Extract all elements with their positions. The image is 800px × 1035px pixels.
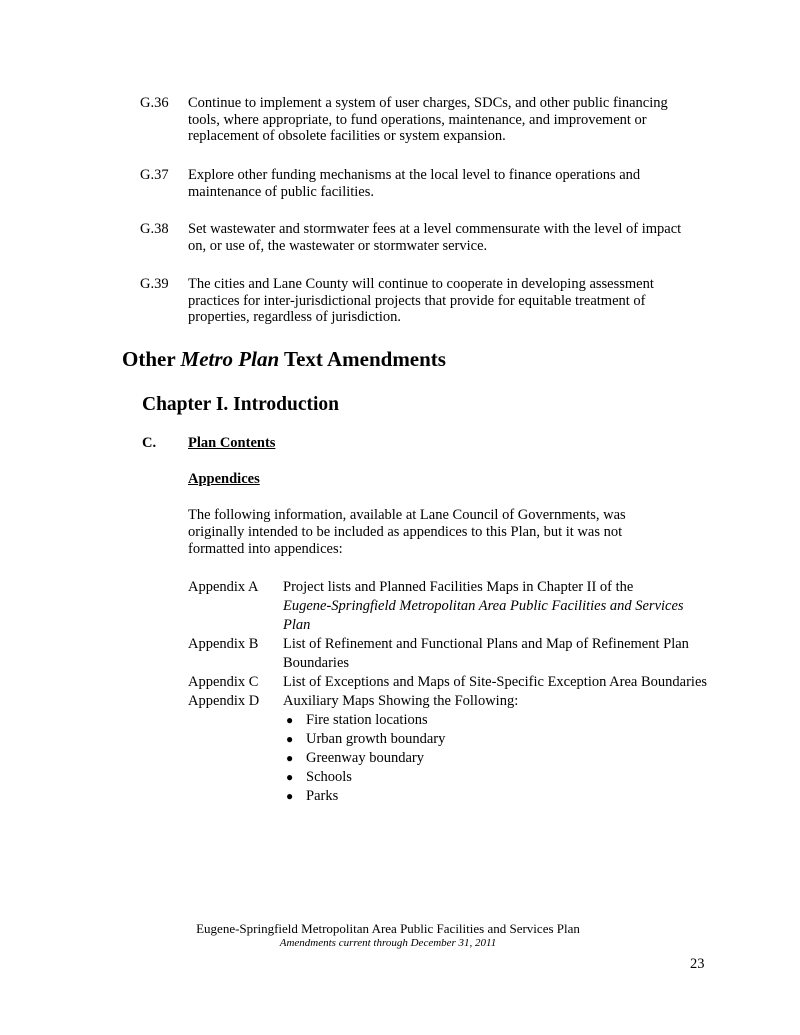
appendix-label: Appendix D	[188, 693, 260, 709]
list-item-text: Greenway boundary	[306, 750, 424, 766]
policy-text: Explore other funding mechanisms at the local level to finance operations and maintenance of public facilities.	[188, 167, 641, 200]
bullet-icon: ●	[286, 770, 294, 784]
policy-number: G.36	[140, 95, 169, 111]
heading-text: Other	[122, 347, 181, 371]
list-item-text: Parks	[306, 788, 339, 804]
appendix-item	[188, 578, 708, 635]
chapter-heading: Chapter I. Introduction	[142, 394, 340, 415]
list-item-text: Fire station locations	[306, 712, 428, 728]
policy-text: Set wastewater and stormwater fees at a level commensurate with the level of impact on, or use of, the wastewater or stormwater service.	[188, 221, 682, 254]
policy-g36	[140, 95, 700, 145]
policy-text: Continue to implement a system of user charges, SDCs, and other public financing tools, where appropriate, to fund operations, maintenance, and improvement or replacement of obsolete facilities or system expansion.	[188, 95, 668, 144]
footer-subtitle: Amendments current through December 31, 2011	[279, 937, 497, 949]
list-item	[283, 787, 708, 806]
policy-g38	[140, 221, 700, 254]
policy-number: G.37	[140, 167, 169, 183]
bullet-list	[283, 711, 708, 806]
list-item-text: Urban growth boundary	[306, 731, 446, 747]
appendix-italic-text: Eugene-Springfield Metropolitan Area Public Facilities and Services Plan	[283, 598, 684, 633]
list-item	[283, 711, 708, 730]
bullet-icon: ●	[286, 713, 294, 727]
bullet-icon: ●	[286, 789, 294, 803]
intro-paragraph: The following information, available at Lane Council of Governments, was originally intended to be included as appendices to this Plan, but it was not formatted into appendices:	[188, 507, 626, 557]
list-item	[283, 768, 708, 787]
policy-number: G.39	[140, 276, 169, 292]
appendix-list	[188, 578, 708, 806]
section-heading	[122, 347, 446, 372]
appendix-label: Appendix C	[188, 674, 259, 690]
appendix-text: List of Refinement and Functional Plans and Map of Refinement Plan Boundaries	[283, 636, 689, 671]
list-item-text: Schools	[306, 769, 352, 785]
page-footer	[0, 921, 776, 950]
heading-text: Text Amendments	[279, 347, 446, 371]
section-title: Plan Contents	[188, 435, 276, 451]
bullet-icon: ●	[286, 732, 294, 746]
appendix-text: Auxiliary Maps Showing the Following:	[283, 693, 519, 709]
list-item	[283, 730, 708, 749]
subsection-title: Appendices	[188, 471, 260, 487]
policy-g39	[140, 276, 700, 326]
heading-italic-text: Metro Plan	[180, 347, 280, 371]
policy-g37	[140, 167, 700, 200]
appendix-text: Project lists and Planned Facilities Maps in Chapter II of the	[283, 579, 634, 595]
footer-title: Eugene-Springfield Metropolitan Area Public Facilities and Services Plan	[196, 921, 580, 936]
appendix-label: Appendix B	[188, 636, 259, 652]
appendix-item	[188, 673, 708, 692]
appendix-label: Appendix A	[188, 579, 259, 595]
list-item	[283, 749, 708, 768]
policy-number: G.38	[140, 221, 169, 237]
appendix-text: List of Exceptions and Maps of Site-Specific Exception Area Boundaries	[283, 674, 708, 690]
section-letter: C.	[142, 435, 157, 451]
bullet-icon: ●	[286, 751, 294, 765]
policy-text: The cities and Lane County will continue to cooperate in developing assessment practices for inter-jurisdictional projects that provide for equitable treatment of properties, regardless of jurisdiction.	[188, 276, 654, 325]
appendix-item	[188, 635, 708, 673]
page-number: 23	[690, 956, 705, 972]
appendix-item	[188, 692, 708, 711]
